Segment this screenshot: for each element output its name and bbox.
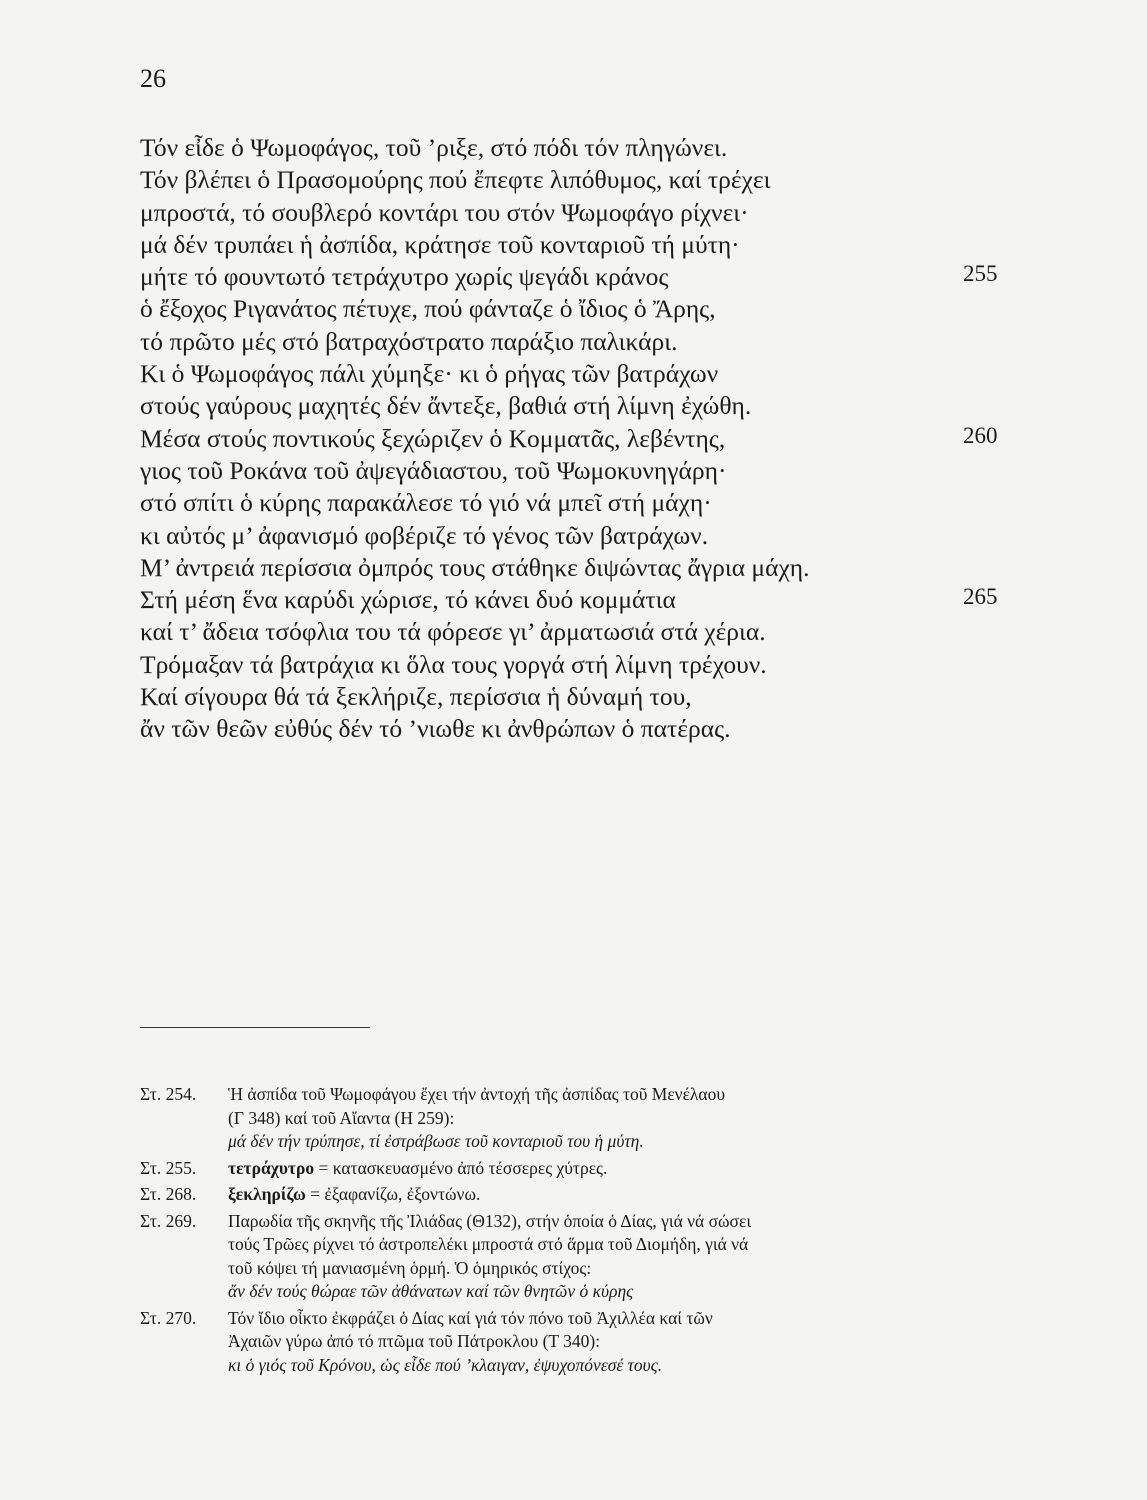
verse-number: 265 bbox=[963, 584, 998, 610]
footnote-divider bbox=[140, 1027, 370, 1028]
verse-line: Τόν εἶδε ὁ Ψωμοφάγος, τοῦ ’ριξε, στό πόδι τόν πληγώνει. bbox=[140, 133, 728, 162]
verse-line: Μ’ ἀντρειά περίσσια ὀμπρός τους στάθηκε διψώντας ἄγρια μάχη. bbox=[140, 552, 810, 582]
footnote-quote: ἄν δέν τούς θώραε τῶν ἀθάνατων καί τῶν θνητῶν ὁ κύρης bbox=[228, 1281, 634, 1301]
footnote-ref: Στ. 269. bbox=[140, 1210, 197, 1231]
footnote-text: (Γ 348) καί τοῦ Αἴαντα (Η 259): bbox=[228, 1107, 455, 1128]
verse-line: Μέσα στούς ποντικούς ξεχώριζεν ὁ Κομματᾶς, λεβέντης, 260 bbox=[140, 423, 1000, 455]
verse-number: 260 bbox=[963, 422, 998, 448]
verse-line: μπροστά, τό σουβλερό κοντάρι του στόν Ψωμοφάγο ρίχνει· bbox=[140, 197, 749, 227]
verse-line: ὁ ἔξοχος Ριγανάτος πέτυχε, πού φάνταζε ὁ ἴδιος ὁ Ἄρης, bbox=[140, 294, 716, 324]
footnote-254 bbox=[140, 1083, 1010, 1154]
footnote-269 bbox=[140, 1210, 1010, 1304]
footnote-text: = ἐξαφανίζω, ἐξοντώνω. bbox=[305, 1184, 481, 1204]
verse-line: μήτε τό φουντωτό τετράχυτρο χωρίς ψεγάδι κράνος 255 bbox=[140, 261, 1000, 293]
verse-line: στούς γαύρους μαχητές δέν ἄντεξε, βαθιά στή λίμνη ἐχώθη. bbox=[140, 391, 752, 421]
footnote-text: Ἡ ἀσπίδα τοῦ Ψωμοφάγου ἔχει τήν ἀντοχή τῆς ἀσπίδας τοῦ Μενέλαου bbox=[228, 1084, 725, 1104]
footnote-text: Παρωδία τῆς σκηνῆς τῆς Ἰλιάδας (Θ132), στήν ὁποία ὁ Δίας, γιά νά σώσει bbox=[228, 1210, 752, 1231]
footnote-quote: μά δέν τήν τρύπησε, τί ἐστράβωσε τοῦ κονταριοῦ του ἡ μύτη. bbox=[228, 1131, 644, 1151]
footnote-270 bbox=[140, 1307, 1010, 1378]
footnotes bbox=[140, 1083, 1010, 1380]
verse-line: κι αὐτός μ’ ἀφανισμό φοβέριζε τό γένος τῶν βατράχων. bbox=[140, 520, 709, 550]
poem-text bbox=[140, 132, 1000, 746]
footnote-text: τούς Τρῶες ρίχνει τό ἀστροπελέκι μπροστά στό ἅρμα τοῦ Διομήδη, γιά νά bbox=[228, 1234, 749, 1254]
verse-line: Κι ὁ Ψωμοφάγος πάλι χύμηξε· κι ὁ ρήγας τῶν βατράχων bbox=[140, 359, 719, 389]
verse-line: Στή μέση ἕνα καρύδι χώρισε, τό κάνει δυό κομμάτια 265 bbox=[140, 584, 1000, 616]
verse-line: τό πρῶτο μές στό βατραχόστρατο παράξιο παλικάρι. bbox=[140, 326, 678, 356]
footnote-term: τετράχυτρο bbox=[228, 1157, 315, 1178]
verse-line: ἄν τῶν θεῶν εὐθύς δέν τό ’νιωθε κι ἀνθρώπων ὁ πατέρας. bbox=[140, 714, 731, 744]
verse-line: Τρόμαξαν τά βατράχια κι ὅλα τους γοργά στή λίμνη τρέχουν. bbox=[140, 649, 767, 679]
verse-line: Καί σίγουρα θά τά ξεκλήριζε, περίσσια ἡ δύναμή του, bbox=[140, 682, 692, 712]
verse-line: καί τ’ ἄδεια τσόφλια του τά φόρεσε γι’ ἀρματωσιά στά χέρια. bbox=[140, 617, 766, 647]
footnote-ref: Στ. 255. bbox=[140, 1157, 197, 1178]
footnote-text: Τόν ἴδιο οἶκτο ἐκφράζει ὁ Δίας καί γιά τόν πόνο τοῦ Ἀχιλλέα καί τῶν bbox=[228, 1307, 713, 1328]
verse-line: στό σπίτι ὁ κύρης παρακάλεσε τό γιό νά μπεῖ στή μάχη· bbox=[140, 488, 712, 518]
footnote-text: τοῦ κόψει τή μανιασμένη ὁρμή. Ὁ ὁμηρικός στίχος: bbox=[228, 1257, 592, 1278]
footnote-quote: κι ὁ γιός τοῦ Κρόνου, ὡς εἶδε πού ’κλαιγαν, ἐψυχοπόνεσέ τους. bbox=[228, 1354, 663, 1375]
footnote-ref: Στ. 270. bbox=[140, 1307, 197, 1328]
footnote-text: = κατασκευασμένο ἀπό τέσσερες χύτρες. bbox=[314, 1157, 608, 1178]
verse-line: γιος τοῦ Ροκάνα τοῦ ἀψεγάδιαστου, τοῦ Ψωμοκυνηγάρη· bbox=[140, 455, 727, 485]
footnote-text: Ἀχαιῶν γύρω ἀπό τό πτῶμα τοῦ Πάτροκλου (Τ 340): bbox=[228, 1331, 601, 1351]
verse-line: μά δέν τρυπάει ἡ ἀσπίδα, κράτησε τοῦ κονταριοῦ τή μύτη· bbox=[140, 229, 740, 259]
footnote-term: ξεκληρίζω bbox=[228, 1184, 306, 1204]
footnote-255 bbox=[140, 1157, 1010, 1181]
page-number: 26 bbox=[140, 64, 166, 93]
verse-number: 255 bbox=[963, 261, 998, 287]
verse-line: Τόν βλέπει ὁ Πρασομούρης πού ἔπεφτε λιπόθυμος, καί τρέχει bbox=[140, 165, 771, 195]
footnote-ref: Στ. 268. bbox=[140, 1184, 197, 1204]
footnote-ref: Στ. 254. bbox=[140, 1084, 197, 1104]
footnote-268 bbox=[140, 1183, 1010, 1207]
